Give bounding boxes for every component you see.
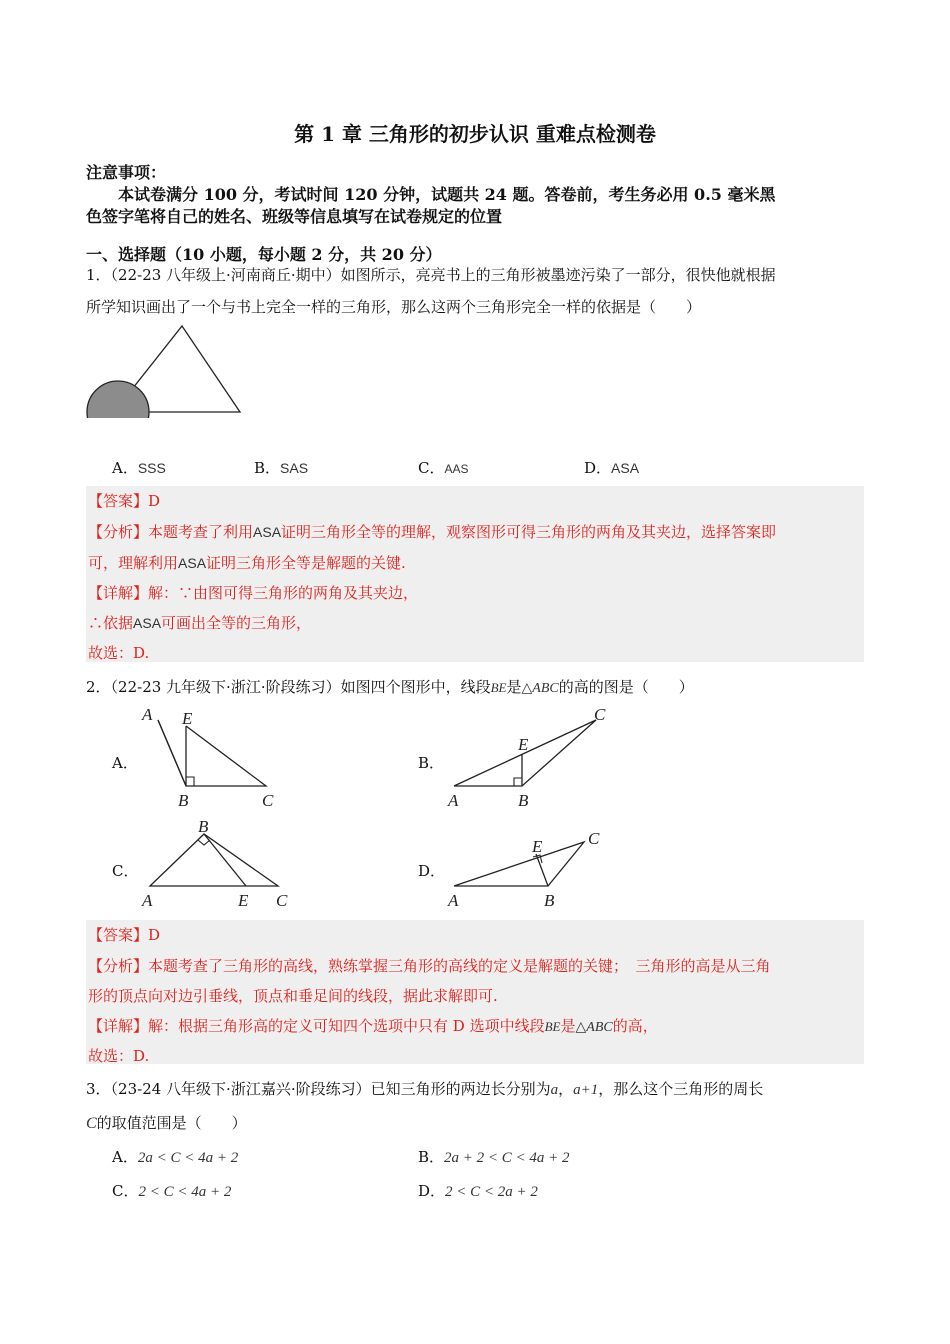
q3-stem-text-1: 3．（23-24 八年级下·浙江嘉兴·阶段练习）已知三角形的两边长分别为	[86, 1080, 551, 1098]
q2-option-a-letter: A．	[112, 754, 138, 772]
q2-option-c-letter: C．	[112, 862, 139, 880]
q2-stem-text-b: 是	[506, 678, 522, 696]
q1-option-d	[584, 457, 639, 478]
q2-detail-be: BE	[544, 1019, 561, 1034]
q2-figure-a	[136, 704, 286, 812]
q2-fig-d-label-b: B	[544, 891, 555, 910]
q3-stem-text-1b: ，那么这个三角形的周长	[598, 1080, 764, 1098]
q2-fig-a-triangle	[158, 720, 266, 786]
q2-fig-d-label-a: A	[448, 891, 459, 910]
notice-line-1: 本试卷满分 100 分，考试时间 120 分钟，试题共 24 题。答卷前，考生务必用 0.5 毫米黑	[118, 185, 776, 204]
q2-fig-a-label-e: E	[182, 709, 193, 728]
q1-stem-line-2: 所学知识画出了一个与书上完全一样的三角形，那么这两个三角形完全一样的依据是（ ）	[86, 298, 702, 316]
q2-fig-b-label-a: A	[448, 791, 459, 810]
q1-ink-blot	[87, 381, 149, 418]
q3-option-b	[418, 1146, 570, 1167]
q3-stem-line-2	[86, 1112, 247, 1133]
q3-option-c	[112, 1180, 231, 1201]
q2-figure-c	[136, 818, 296, 912]
q1-detail-text-2a: ∴依据	[88, 614, 134, 632]
q2-fig-b-right-angle	[514, 778, 522, 786]
q1-detail-text-2b: 可画出全等的三角形，	[161, 614, 312, 632]
q1-answer-tag: 【答案】	[88, 492, 149, 510]
q1-analysis-asa-1: ASA	[253, 524, 282, 540]
q1-detail-line-2	[88, 612, 311, 633]
q2-analysis-tag: 【分析】	[88, 957, 149, 975]
q1-answer-line	[88, 490, 160, 511]
q2-detail-text-c: 的高，	[612, 1017, 658, 1035]
q3-stem-text-2: 的取值范围是（ ）	[96, 1114, 247, 1132]
q3-stem-a-plus-1: a+1	[573, 1082, 599, 1098]
q1-answer-value: D	[148, 492, 161, 510]
q2-fig-d-label-c: C	[588, 829, 600, 848]
q3-option-c-letter: C．	[112, 1182, 139, 1200]
q2-detail-text-b: 是	[560, 1017, 576, 1035]
q2-figure-b	[444, 706, 620, 812]
q1-analysis-line-1	[88, 521, 776, 542]
q2-fig-a-label-b: B	[178, 791, 189, 810]
q2-fig-d-triangle	[454, 842, 584, 886]
q3-stem-sep: ，	[558, 1080, 574, 1098]
q3-stem-a: a	[550, 1082, 559, 1098]
q2-analysis-text-1: 本题考查了三角形的高线，熟练掌握三角形的高线的定义是解题的关键； 三角形的高是从三角	[148, 957, 771, 975]
q1-analysis-text-b: 证明三角形全等的理解，观察图形可得三角形的两角及其夹边，选择答案即	[281, 523, 777, 541]
q2-fig-c-triangle	[150, 834, 278, 886]
q2-fig-b-label-e: E	[518, 735, 529, 754]
q2-analysis-line-1	[88, 955, 771, 976]
q2-stem-text-a: 2．（22-23 九年级下·浙江·阶段练习）如图四个图形中，线段	[86, 678, 491, 696]
q2-fig-a-right-angle	[186, 777, 194, 786]
q2-fig-a-label-c: C	[262, 791, 274, 810]
q2-detail-abc: △ABC	[575, 1020, 613, 1035]
q2-fig-c-segment-be	[204, 834, 246, 886]
q1-detail-line-1	[88, 582, 418, 603]
q1-analysis-tag: 【分析】	[88, 523, 149, 541]
q1-analysis-text-a: 本题考查了利用	[148, 523, 254, 541]
q2-detail-line	[88, 1015, 658, 1036]
notice-heading: 注意事项：	[86, 163, 167, 182]
q1-detail-asa: ASA	[133, 615, 162, 631]
q1-option-a-text: SSS	[137, 460, 166, 476]
q1-stem-line-1: 1．（22-23 八年级上·河南商丘·期中）如图所示，亮亮书上的三角形被墨迹污染了一部分，很快他就根据	[86, 266, 776, 284]
q2-fig-d-label-e: E	[532, 837, 543, 856]
q1-option-d-text: ASA	[611, 460, 640, 476]
q3-option-a	[112, 1146, 238, 1167]
notice-line-2: 色签字笔将自己的姓名、班级等信息填写在试卷规定的位置	[86, 207, 503, 226]
q2-answer-value: D	[148, 926, 161, 944]
q1-option-d-letter: D．	[584, 459, 612, 477]
q2-fig-d-segment-be	[536, 854, 548, 886]
q3-stem-line-1	[86, 1078, 763, 1099]
q2-fig-b-label-c: C	[594, 706, 606, 724]
q1-analysis-text-c: 可，理解利用	[88, 554, 179, 572]
q2-fig-a-side-ab	[158, 720, 186, 786]
q2-option-d-letter: D．	[418, 862, 446, 880]
q1-option-c-letter: C．	[418, 459, 445, 477]
q2-fig-b-label-b: B	[518, 791, 529, 810]
q3-option-c-text: 2 < C < 4a + 2	[138, 1184, 232, 1200]
q2-stem	[86, 676, 694, 697]
q2-detail-tag: 【详解】	[88, 1017, 149, 1035]
q1-option-b	[254, 457, 308, 478]
q3-option-d-text: 2 < C < 2a + 2	[445, 1184, 538, 1200]
q1-analysis-text-d: 证明三角形全等是解题的关键.	[206, 554, 406, 572]
q1-option-c-text: AAS	[444, 462, 469, 476]
q3-stem-c: C	[86, 1115, 97, 1132]
q1-choose-line: 故选：D.	[88, 644, 150, 662]
q1-option-b-letter: B．	[254, 459, 281, 477]
q1-analysis-line-2	[88, 552, 406, 573]
q2-stem-be: BE	[490, 680, 507, 695]
q2-answer-line	[88, 924, 160, 945]
q3-option-a-letter: A．	[112, 1148, 138, 1166]
q2-fig-c-right-angle	[198, 840, 210, 845]
q2-fig-a-label-a: A	[142, 705, 153, 724]
q2-answer-tag: 【答案】	[88, 926, 149, 944]
q1-option-c	[418, 457, 469, 478]
q2-fig-c-label-a: A	[142, 891, 153, 910]
q3-option-a-text: 2a < C < 4a + 2	[137, 1150, 239, 1166]
section-heading: 一、选择题（10 小题，每小题 2 分，共 20 分）	[86, 245, 442, 264]
q2-detail-text-a: 解：根据三角形高的定义可知四个选项中只有 D 选项中线段	[148, 1017, 545, 1035]
q2-option-b-letter: B．	[418, 754, 445, 772]
q1-figure-triangle-with-ink	[84, 322, 244, 418]
q1-answer-box	[86, 486, 864, 662]
q1-option-b-text: SAS	[280, 460, 309, 476]
q1-option-a	[112, 457, 166, 478]
q2-figure-d	[444, 826, 614, 912]
q2-analysis-line-2: 形的顶点向对边引垂线，顶点和垂足间的线段，据此求解即可.	[88, 987, 498, 1005]
q2-stem-abc: △ABC	[521, 681, 559, 696]
q3-option-d-letter: D．	[418, 1182, 446, 1200]
q2-stem-text-c: 的高的图是（ ）	[558, 678, 694, 696]
q2-fig-c-label-b: B	[198, 818, 209, 836]
q2-fig-c-label-e: E	[238, 891, 249, 910]
q1-detail-text-1: 解：∵由图可得三角形的两角及其夹边，	[148, 584, 419, 602]
q2-fig-c-label-c: C	[276, 891, 288, 910]
q1-detail-tag: 【详解】	[88, 584, 149, 602]
q3-option-d	[418, 1180, 538, 1201]
q3-option-b-text: 2a + 2 < C < 4a + 2	[444, 1150, 570, 1166]
q1-option-a-letter: A．	[112, 459, 138, 477]
page-title: 第 1 章 三角形的初步认识 重难点检测卷	[294, 122, 656, 146]
q1-analysis-asa-2: ASA	[178, 555, 207, 571]
q2-choose-line: 故选：D.	[88, 1047, 150, 1065]
q3-option-b-letter: B．	[418, 1148, 445, 1166]
